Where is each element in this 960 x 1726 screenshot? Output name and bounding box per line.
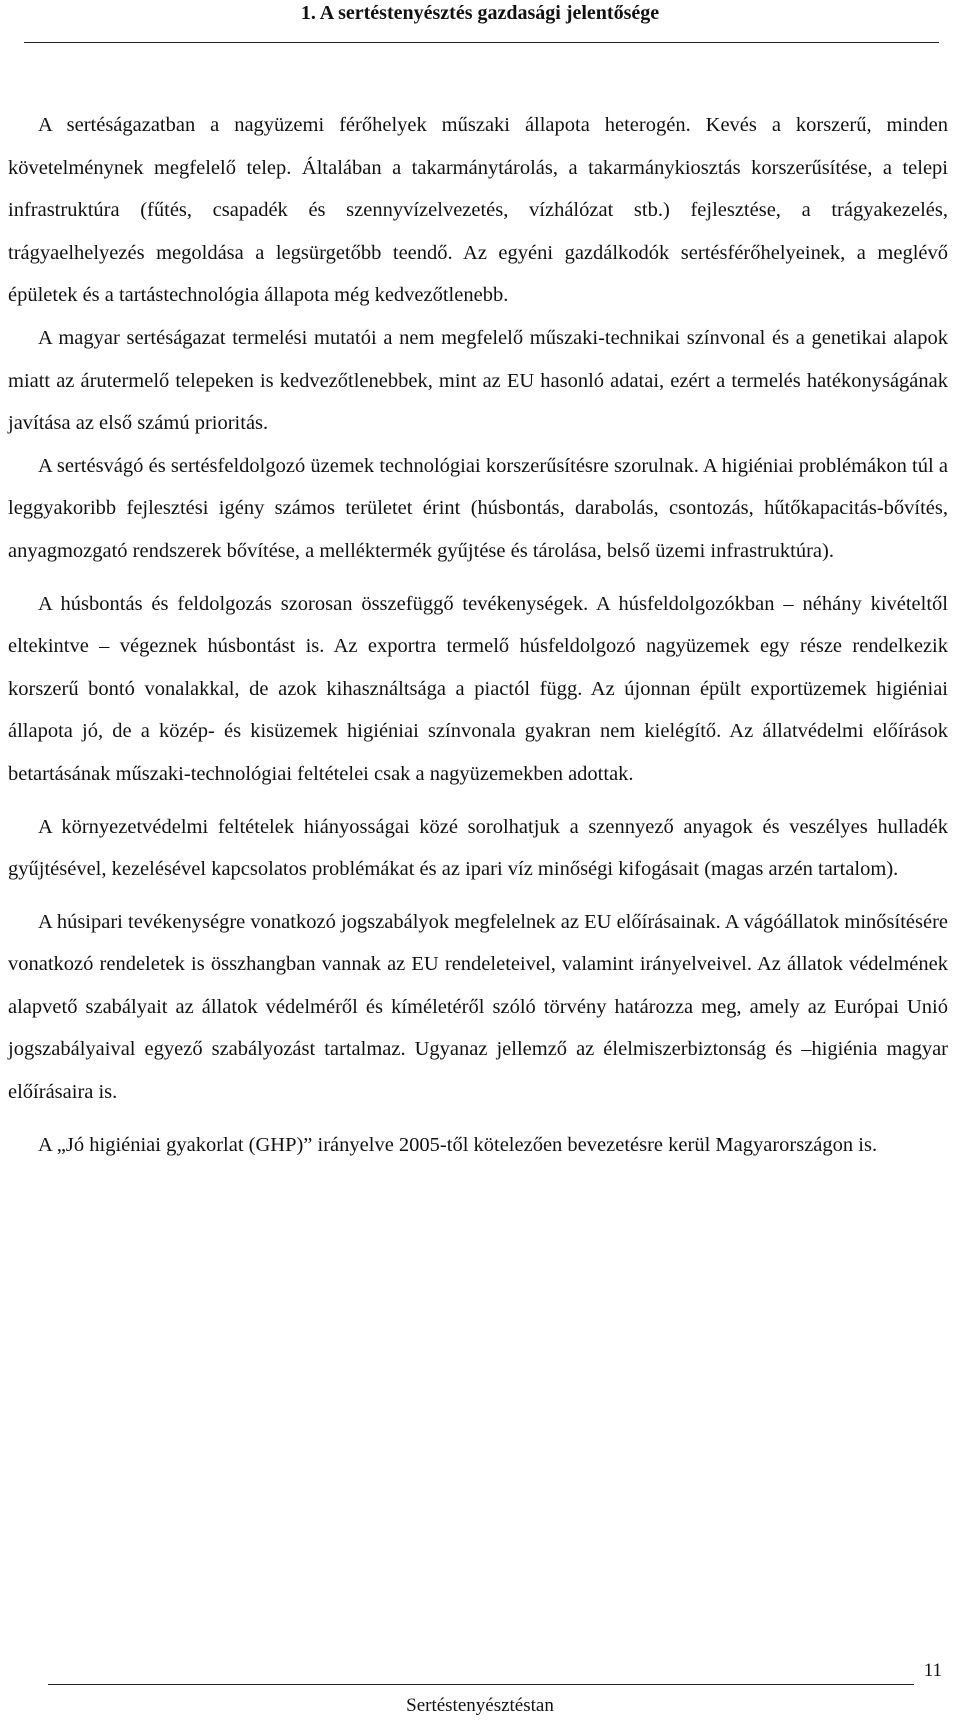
paragraph-6: A húsipari tevékenységre vonatkozó jogszabályok megfelelnek az EU előírásainak. A vágóállatok minősítésére vonatkozó rendeletek is összhangban vannak az EU rendeleteivel, valamint irányelveivel. Az állatok védelmének alapvető szabályait az állatok védelméről és kíméletéről szóló törvény határozza meg, amely az Európai Unió jogszabályaival egyező szabályozást tartalmaz. Ugyanaz jellemző az élelmiszerbiztonság és –higiénia magyar előírásaira is. [8,910,948,1104]
paragraph-3: A sertésvágó és sertésfeldolgozó üzemek technológiai korszerűsítésre szorulnak. A higiéniai problémákon túl a leggyakoribb fejlesztési igény számos területet érint (húsbontás, darabolás, csontozás, hűtőkapacitás-bővítés, anyagmozgató rendszerek bővítése, a melléktermék gyűjtése és tárolása, belső üzemi infrastruktúra). [8,454,948,562]
header-divider [24,42,939,43]
document-body [8,104,948,1166]
paragraph-1: A sertéságazatban a nagyüzemi férőhelyek műszaki állapota heterogén. Kevés a korszerű, minden követelménynek megfelelő telep. Általában a takarmánytárolás, a takarmánykiosztás korszerűsítése, a telepi infrastruktúra (fűtés, csapadék és szennyvízelvezetés, vízhálózat stb.) fejlesztése, a trágyakezelés, trágyaelhelyezés megoldása a legsürgetőbb teendő. Az egyéni gazdálkodók sertésférőhelyeinek, a meglévő épületek és a tartástechnológia állapota még kedvezőtlenebb. [8,114,948,307]
page-number: 11 [923,1660,942,1681]
page-header-title: 1. A sertéstenyésztés gazdasági jelentősége [300,2,660,24]
footer-divider [48,1684,914,1685]
paragraph-2: A magyar sertéságazat termelési mutatói a nem megfelelő műszaki-technikai színvonal és a genetikai alapok miatt az árutermelő telepeken is kedvezőtlenebbek, mint az EU hasonló adatai, ezért a termelés hatékonyságának javítása az első számú prioritás. [8,326,948,435]
paragraph-4: A húsbontás és feldolgozás szorosan összefüggő tevékenységek. A húsfeldolgozókban – néhány kivételtől eltekintve – végeznek húsbontást is. Az exportra termelő húsfeldolgozó nagyüzemek egy része rendelkezik korszerű bontó vonalakkal, de azok kihasználtsága a piactól függ. Az újonnan épült exportüzemek higiéniai állapota jó, de a közép- és kisüzemek higiéniai színvonala gyakran nem kielégítő. Az állatvédelmi előírások betartásának műszaki-technológiai feltételei csak a nagyüzemekben adottak. [8,592,948,785]
footer-book-title: Sertéstenyésztéstan [406,1695,554,1716]
paragraph-7: A „Jó higiéniai gyakorlat (GHP)” irányelve 2005-től kötelezően bevezetésre kerül Magyarországon is. [38,1133,878,1156]
paragraph-5: A környezetvédelmi feltételek hiányosságai közé sorolhatjuk a szennyező anyagok és veszélyes hulladék gyűjtésével, kezelésével kapcsolatos problémákat és az ipari víz minőségi kifogásait (magas arzén tartalom). [8,815,948,881]
